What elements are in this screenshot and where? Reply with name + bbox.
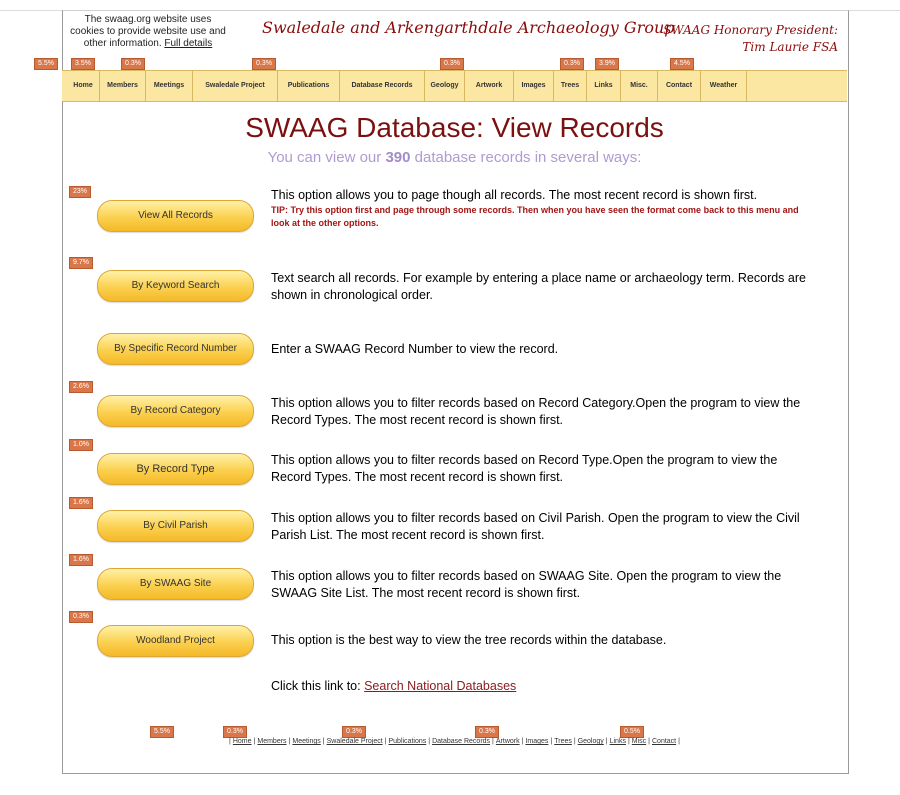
swaag-site-button[interactable]: By SWAAG Site: [97, 568, 254, 600]
option-badge: 0.3%: [69, 611, 93, 623]
stat-badge: 0.3%: [252, 58, 276, 70]
stat-badge: 3.9%: [595, 58, 619, 70]
nav-links[interactable]: Links: [587, 71, 621, 101]
record-category-button[interactable]: By Record Category: [97, 395, 254, 427]
nav-trees[interactable]: Trees: [554, 71, 587, 101]
subtitle-prefix: You can view our: [267, 149, 382, 166]
option-badge: 9.7%: [69, 257, 93, 269]
page-title: SWAAG Database: View Records: [245, 112, 664, 143]
stat-badge: 0.3%: [560, 58, 584, 70]
record-type-button[interactable]: By Record Type: [97, 453, 254, 485]
footer-trees[interactable]: Trees: [554, 738, 572, 745]
footer-links-link[interactable]: Links: [609, 738, 626, 745]
keyword-search-desc: Text search all records. For example by entering a place name or archaeology term. Records are shown in chronological order.: [271, 271, 806, 302]
cookie-details-link[interactable]: Full details: [164, 38, 213, 49]
option-badge: 2.6%: [69, 381, 93, 393]
swaag-site-desc: This option allows you to filter records based on SWAAG Site. Open the program to view the SWAAG Site List. The most recent record is shown first.: [271, 569, 782, 600]
nav-images[interactable]: Images: [514, 71, 554, 101]
footer-meetings[interactable]: Meetings: [292, 738, 321, 745]
footer-geology[interactable]: Geology: [577, 738, 604, 745]
president-label: SWAAG Honorary President:: [663, 23, 838, 37]
page-subtitle: [62, 149, 847, 166]
stat-badge: 3.5%: [71, 58, 95, 70]
footer-badge: 5.5%: [150, 726, 174, 738]
stat-badge: 4.5%: [670, 58, 694, 70]
tip-text: TIP: Try this option first and page through some records. Then when you have seen the format come back to this menu and look at the other options.: [271, 204, 799, 228]
cookie-notice: [68, 14, 228, 50]
site-title: Swaledale and Arkengarthdale Archaeology Group: [262, 18, 675, 37]
footer-artwork[interactable]: Artwork: [495, 738, 520, 745]
record-category-desc: This option allows you to filter records based on Record Category.Open the program to view the Record Types. The most recent record is shown first.: [271, 396, 801, 427]
main-nav: [62, 70, 847, 102]
stat-badge: 0.3%: [440, 58, 464, 70]
subtitle-suffix: database records in several ways:: [414, 149, 642, 166]
record-type-desc: This option allows you to filter records based on Record Type.Open the program to view the Record Types. The most recent record is shown first.: [271, 453, 778, 484]
footer-publications[interactable]: Publications: [388, 738, 427, 745]
option-badge: 23%: [69, 186, 91, 198]
footer-badge: 0.3%: [223, 726, 247, 738]
keyword-search-button[interactable]: By Keyword Search: [97, 270, 254, 302]
record-count: 390: [385, 149, 411, 166]
footer-misc[interactable]: Misc: [631, 738, 647, 745]
footer-database-records[interactable]: Database Records: [432, 738, 491, 745]
footer-swaledale-project[interactable]: Swaledale Project: [326, 738, 383, 745]
footer-members[interactable]: Members: [257, 738, 287, 745]
civil-parish-desc: This option allows you to filter records based on Civil Parish. Open the program to view the Civil Parish List. The most recent record is shown first.: [271, 511, 800, 542]
nav-misc[interactable]: Misc.: [621, 71, 658, 101]
nav-artwork[interactable]: Artwork: [465, 71, 514, 101]
president-info: [663, 22, 838, 56]
civil-parish-button[interactable]: By Civil Parish: [97, 510, 254, 542]
nav-meetings[interactable]: Meetings: [146, 71, 193, 101]
option-badge: 1.6%: [69, 554, 93, 566]
option-badge: 1.0%: [69, 439, 93, 451]
footer-images[interactable]: Images: [525, 738, 549, 745]
option-description: [271, 187, 816, 230]
view-all-records-button[interactable]: View All Records: [97, 200, 254, 232]
view-all-desc: This option allows you to page though all records. The most recent record is shown first.: [271, 188, 758, 202]
search-link-prefix: Click this link to:: [271, 679, 361, 693]
nav-weather[interactable]: Weather: [701, 71, 747, 101]
footer-contact[interactable]: Contact: [652, 738, 677, 745]
stat-badge: 0.3%: [121, 58, 145, 70]
nav-swaledale-project[interactable]: Swaledale Project: [193, 71, 278, 101]
president-name: Tim Laurie FSA: [742, 40, 838, 54]
woodland-project-button[interactable]: Woodland Project: [97, 625, 254, 657]
record-number-button[interactable]: By Specific Record Number: [97, 333, 254, 365]
nav-database-records[interactable]: Database Records: [340, 71, 425, 101]
footer-home[interactable]: Home: [232, 738, 252, 745]
stat-badge: 5.5%: [34, 58, 58, 70]
search-national-line: [271, 679, 516, 693]
nav-publications[interactable]: Publications: [278, 71, 340, 101]
nav-contact[interactable]: Contact: [658, 71, 701, 101]
footer-links: | Home | Members | Meetings | Swaledale Project | Publications | Database Records | Artwork | Images | Trees | Geology | Links | Misc | Contact |: [229, 738, 680, 745]
cookie-notice-text: The swaag.org website uses cookies to provide website use and other information.: [70, 14, 226, 49]
footer-badge: 0.3%: [342, 726, 366, 738]
nav-members[interactable]: Members: [100, 71, 146, 101]
footer-badge: 0.5%: [620, 726, 644, 738]
woodland-project-desc: This option is the best way to view the tree records within the database.: [271, 633, 667, 647]
option-badge: 1.6%: [69, 497, 93, 509]
nav-geology[interactable]: Geology: [425, 71, 465, 101]
nav-home[interactable]: Home: [67, 71, 100, 101]
record-number-desc: Enter a SWAAG Record Number to view the record.: [271, 342, 559, 356]
footer-badge: 0.3%: [475, 726, 499, 738]
search-national-databases-link[interactable]: Search National Databases: [364, 679, 517, 693]
